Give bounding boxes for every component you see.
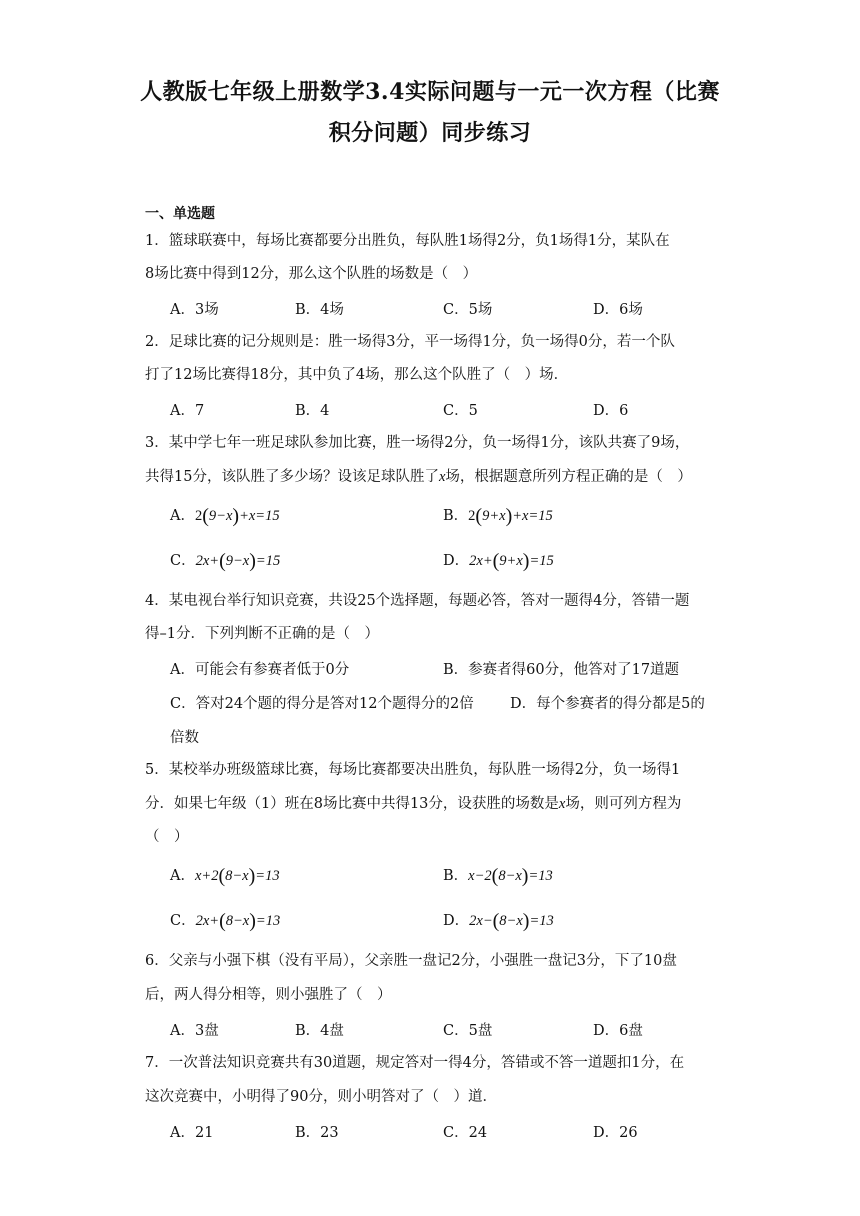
question-4-line-1: 4．某电视台举行知识竞赛，共设25个选择题，每题必答，答对一题得4分，答错一题 [145,593,690,609]
question-5-tail: 场，则可列方程为 [565,796,682,812]
option-b[interactable]: B．4场 [295,302,344,318]
question-6-line-2: 后，两人得分相等，则小强胜了（ ） [145,987,392,1003]
variable-x: x [558,796,566,812]
option-c[interactable]: C．2x+(8−x)=13 [170,910,281,932]
question-5-line-1: 5．某校举办班级篮球比赛，每场比赛都要决出胜负，每队胜一场得2分，负一场得1 [145,762,681,778]
question-5-options-row1 [170,864,730,886]
option-d[interactable]: D．6 [593,403,629,419]
formula-a: 2(9−x)+x=15 [194,505,280,527]
option-b[interactable]: B．23 [295,1125,339,1141]
variable-x: x [438,469,446,485]
question-4-options-row1 [170,658,730,680]
question-1-options [170,298,730,320]
question-5-line-3: （ ） [145,829,189,845]
section-heading: 一、单选题 [145,206,215,222]
question-6-options [170,1019,730,1041]
option-d[interactable]: D．2x+(9+x)=15 [443,550,554,572]
option-b[interactable]: B．x−2(8−x)=13 [443,865,553,887]
option-a[interactable]: A．2(9−x)+x=15 [170,505,280,527]
question-4-line-2: 得–1分．下列判断不正确的是（ ） [145,626,379,642]
option-c[interactable]: C．答对24个题的得分是答对12个题得分的2倍 [170,696,474,712]
formula-c: 2x+(8−x)=13 [195,910,281,932]
question-1-line-2: 8场比赛中得到12分，那么这个队胜的场数是（ ） [145,266,478,282]
question-1-line-1: 1．篮球联赛中，每场比赛都要分出胜负，每队胜1场得2分，负1场得1分，某队在 [145,233,670,249]
option-c[interactable]: C．5场 [443,302,493,318]
question-2-options [170,399,730,421]
option-d[interactable]: D．每个参赛者的得分都是5的 [510,696,705,712]
option-d[interactable]: D．6盘 [593,1023,643,1039]
question-7-line-2: 这次竞赛中，小明得了90分，则小明答对了（ ）道． [145,1089,497,1105]
option-a[interactable]: A．x+2(8−x)=13 [170,865,280,887]
option-a[interactable]: A．可能会有参赛者低于0分 [170,662,350,678]
question-5-options-row2 [170,909,730,931]
option-c[interactable]: C．24 [443,1125,488,1141]
doc-title-line2: 积分问题）同步练习 [328,120,532,146]
option-c[interactable]: C．2x+(9−x)=15 [170,550,281,572]
option-b[interactable]: B．4盘 [295,1023,344,1039]
option-d[interactable]: D．2x−(8−x)=13 [443,910,554,932]
question-5-text: 分．如果七年级（1）班在8场比赛中共得13分，设获胜的场数是 [145,796,559,812]
option-d[interactable]: D．26 [593,1125,638,1141]
option-b[interactable]: B．4 [295,403,330,419]
question-4-options-row2 [170,692,730,714]
formula-d: 2x−(8−x)=13 [469,910,554,932]
option-a[interactable]: A．21 [170,1125,214,1141]
option-a[interactable]: A．7 [170,403,205,419]
option-b[interactable]: B．参赛者得60分，他答对了17道题 [443,662,680,678]
doc-title-line1: 人教版七年级上册数学3.4实际问题与一元一次方程（比赛 [140,79,720,105]
question-3-text: 共得15分，该队胜了多少场？设该足球队胜了 [145,469,439,485]
question-3-tail: 场，根据题意所列方程正确的是（ ） [445,469,692,485]
formula-d: 2x+(9+x)=15 [469,550,554,572]
formula-b: x−2(8−x)=13 [468,865,553,887]
formula-a: x+2(8−x)=13 [194,865,280,887]
formula-b: 2(9+x)+x=15 [468,505,553,527]
question-7-options [170,1121,730,1143]
question-4-option-d-wrap [170,726,730,748]
question-2-line-2: 打了12场比赛得18分，其中负了4场，那么这个队胜了（ ）场． [145,367,569,383]
question-7-line-1: 7．一次普法知识竞赛共有30道题，规定答对一得4分，答错或不答一道题扣1分，在 [145,1055,685,1071]
option-b[interactable]: B．2(9+x)+x=15 [443,505,553,527]
question-3-line-2 [145,467,720,487]
question-2-line-1: 2．足球比赛的记分规则是：胜一场得3分，平一场得1分，负一场得0分，若一个队 [145,334,675,350]
formula-c: 2x+(9−x)=15 [195,550,281,572]
question-3-options-row2 [170,549,730,571]
option-a[interactable]: A．3场 [170,302,219,318]
question-3-line-1: 3．某中学七年一班足球队参加比赛，胜一场得2分，负一场得1分，该队共赛了9场， [145,435,690,451]
option-c[interactable]: C．5 [443,403,478,419]
question-6-line-1: 6．父亲与小强下棋（没有平局），父亲胜一盘记2分，小强胜一盘记3分，下了10盘 [145,953,677,969]
question-5-line-2 [145,794,720,814]
option-d[interactable]: D．6场 [593,302,643,318]
option-c[interactable]: C．5盘 [443,1023,493,1039]
option-a[interactable]: A．3盘 [170,1023,219,1039]
question-3-options-row1 [170,504,730,526]
option-d-continued: 倍数 [170,730,199,746]
